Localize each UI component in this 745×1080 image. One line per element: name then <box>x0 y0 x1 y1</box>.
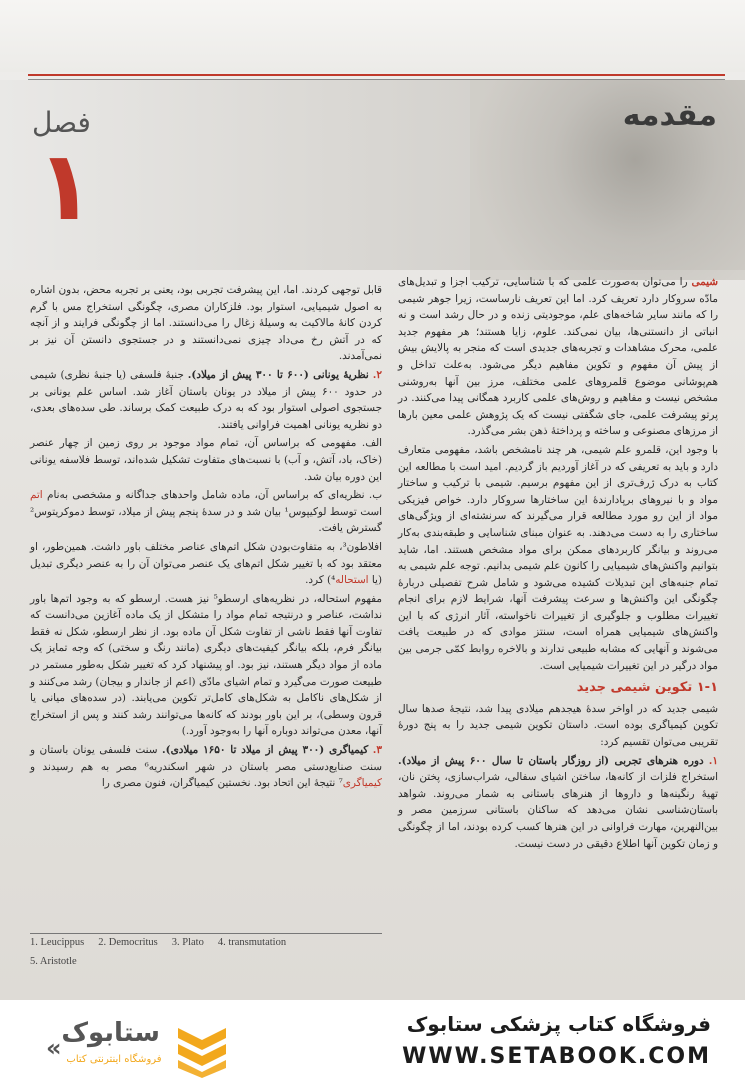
item-1 <box>398 753 718 853</box>
left-column <box>30 282 382 794</box>
footnote-item: 4. transmutation <box>217 937 287 948</box>
plato-part2: ⁴) کرد. <box>305 574 336 587</box>
store-url-link[interactable]: WWW.SETABOOK.COM <box>402 1044 711 1069</box>
footnote-item: 2. Democritus <box>98 937 158 948</box>
item-2-be <box>30 487 382 537</box>
item-3 <box>30 742 382 792</box>
item-3-accent-term: کیمیاگری <box>342 777 382 790</box>
logo-text: ستابوک <box>61 1018 160 1048</box>
logo-subtitle: فروشگاه اینترنتی کتاب <box>66 1054 162 1065</box>
item-2 <box>30 367 382 433</box>
footnote-row-2 <box>30 956 382 967</box>
store-logo[interactable] <box>26 1010 216 1070</box>
item-3-part2: ⁷ نتیجهٔ این اتحاد بود. نخستین کیمیاگران، فنون مصری را <box>101 777 343 790</box>
item-1-body: استخراج فلزات از کانه‌ها، ساختن اشیای سفالی، شراب‌سازی، پختن نان، تهیهٔ رنگینه‌ها و داروها از هنرهای باستانی به شمار می‌روند. شواهد باستان‌شناسی نشان می‌دهد که ساکنان باستانی سرزمین مصر و بین‌النهرین، مهارت فراوانی در این هنرها کسب کرده بودند، اما از چگونگی و زمان تکوین آنها اطلاع دقیقی در دست نیست. <box>398 771 718 850</box>
item-2-alef: الف. مفهومی که براساس آن، تمام مواد موجود بر روی زمین از چهار عنصر (خاک، باد، آتش، و آب) با نسبت‌های متفاوت تشکیل شده‌اند، توسط فلاسفه یونانی این دوره بیان شد. <box>30 437 382 483</box>
be-part1: ب. نظریه‌ای که براساس آن، ماده شامل واحدهای جداگانه و مشخصی به‌نام <box>42 489 382 502</box>
footnotes <box>30 933 382 975</box>
store-banner <box>0 1000 745 1080</box>
header-red-rule <box>28 74 725 76</box>
paragraph-2: با وجود این، قلمرو علم شیمی، هر چند نامشخص باشد، مفهومی متعارف دارد و باید به تعریفی که در آغاز آوردیم باز گردیم. امید است با مطالعه این کتاب به درک ژرف‌تری از این مفهوم برسیم. شیمی با ترکیب و ساختار مواد و با نیروهای برپادارندهٔ این ساختارها سروکار دارد. خواص فیزیکی مواد از این رو مورد مطالعه قرار می‌گیرند که سرنشته‌ای از ویژگی‌های ساختاری را به دست می‌دهند. به عنوان مبنای شناسایی و طبقه‌بندی به‌کار می‌روند و بیانگر کاربردهای ممکن برای مواد مشخص هستند. اما، شاید بتوانیم واکنش‌های شیمیایی را کانون علم شیمی بدانیم. توجه علم شیمی به تمام جنبه‌های این تبدیلات کشیده می‌شود و شامل شرح تفصیلی دربارهٔ چگونگی این واکنش‌ها و سرعت پیشرفت آنها، شرایط لازم برای انجام تغییرات مطلوب و جلوگیری از تغییرات ناخواسته، آثار انرژی که با این واکنش‌های شیمیایی همراه است، سنتز موادی که در طبیعت یافت می‌شوند و آنهایی که مشابه طبیعی ندارند و بالاخره روابط کمّی جرمی بین مواد درگیر در این تغییرات شیمیایی است. <box>398 443 718 672</box>
intro-accent-term: شیمی <box>691 276 718 288</box>
footnote-item: 1. Leucippus <box>30 937 85 948</box>
item-1-heading: دوره هنرهای تجربی (از روزگار باستان تا سال ۶۰۰ پیش از میلاد). <box>398 754 704 767</box>
item-3-part1: سنت فلسفی یونان باستان و سنت صنایع‌دستی مصر باستان در شهر اسکندریه⁶ مصر به هم رسیدند و <box>30 744 382 773</box>
footnote-item: 3. Plato <box>171 937 204 948</box>
chapter-title: مقدمه <box>622 98 717 133</box>
item-2-body: جنبهٔ فلسفی (یا جنبهٔ نظری) شیمی در حدود ۶۰۰ پیش از میلاد در یونان باستان آغاز شد. اساس علم یونانی بر جستجوی اصولی استوار بود که به درک طبیعت کمک برساند. طی سده‌های بعدی، دو نظریه یونانی اهمیت فراوانی یافتند. <box>30 368 382 431</box>
chevron-stack-icon <box>172 1020 232 1080</box>
section-number: ۱-۱ <box>696 680 718 696</box>
chapter-number: ۱ <box>36 130 95 242</box>
right-column <box>398 274 718 854</box>
footnote-item: 5. Aristotle <box>30 956 77 967</box>
item-1-number: ۱. <box>708 754 718 767</box>
footnote-row-1 <box>30 937 382 948</box>
intro-body: را می‌توان به‌صورت علمی که با شناسایی، ترکیب اجزا و تبدیل‌های مادّه سروکار دارد تعریف کرد. اما این تعریف نارساست، زیرا جوهر شیمی را که مانند سایر شاخه‌های علم، موجودیتی زنده و در حال رشد است و نه انباتی از دانستنی‌ها، بیان نمی‌کند. علوم، زایا هستند؛ هر مفهوم جدید علمی، محرک مشاهدات و تجربه‌های جدیدی است که منجر به پالایش بیش از پیش آن مفهوم و تکوین مفاهیم دیگر می‌شود. به‌علت تداخل و هم‌پوشانی موضوع قلمروهای علمی مختلف، مرز بین آنها به‌روشنی مشخص نیست و مفاهیم و روش‌های علمی کاربرد همگانی پیدا می‌کنند. در پرتو پیشرفت علمی، جای شگفتی نیست که یک پژوهش علمی معین بارها از مرزهای مصنوعی و ساخته و پرداختهٔ ذهن بشر می‌گذرد. <box>398 276 718 438</box>
aristotle-paragraph: مفهوم استحاله، در نظریه‌های ارسطو⁵ نیز هست. ارسطو که به وجود اتم‌ها باور نداشت، عناصر و درنتیجه تمام مواد را متشکل از یک ماده آغازین می‌دانست که تفاوت آنها فقط ناشی از تفاوت شکل آن ماده بود. از نظر ارسطو، شکل نه فقط بیانگر فرم، بلکه بیانگر کیفیت‌های دیگری (مانند رنگ و سختی) که وجه تمایز یک ماده از مواد دیگر هستند، نیز بود. او پیشنهاد کرد که تغییر شکل به‌طور مستمر در طبیعت صورت می‌گیرد و تمام اشیای مادّی (اعم از جاندار و بیجان) رشد می‌کنند و از شکل‌های ناکامل به شکل‌های کامل‌تر تکوین می‌یابند. (در سده‌های میانی یا قرون وسطی)، بر این باور بودند که کانه‌ها می‌توانند رشد کنند و پس از استخراج آنها، معدن می‌تواند دوباره آنها را به‌وجود آورد.) <box>30 592 382 738</box>
be-part2: است توسط لوکیپوس¹ بیان شد و در سدهٔ پنجم پیش از میلاد، توسط دموکریتوس² گسترش یافت. <box>30 505 382 535</box>
intro-paragraph <box>398 274 718 440</box>
arrows-icon: « <box>46 1034 62 1062</box>
item-3-number: ۳. <box>372 744 382 757</box>
section-heading <box>398 680 718 697</box>
page-top-margin <box>0 0 745 72</box>
item-2-heading: نظریهٔ یونانی (۶۰۰ تا ۳۰۰ پیش از میلاد). <box>187 368 369 381</box>
item-3-heading: کیمیاگری (۳۰۰ پیش از میلاد تا ۱۶۵۰ میلادی). <box>162 744 369 757</box>
item-2-number: ۲. <box>372 368 383 381</box>
section-title: تکوین شیمی جدید <box>576 680 693 696</box>
be-atom-term: اتم <box>30 489 43 502</box>
plato-accent-term: استحاله <box>335 574 369 587</box>
store-title: فروشگاه کتاب پزشکی ستابوک <box>406 1012 711 1036</box>
plato-paragraph <box>30 539 382 589</box>
section-body: شیمی جدید که در اواخر سدهٔ هیجدهم میلادی پیدا شد، نتیجهٔ صدها سال تکوین کیمیاگری بوده است. داستان تکوین شیمی جدید را به پنج دورهٔ تقریبی می‌توان تقسیم کرد: <box>398 702 718 749</box>
chapter-label: فصل <box>32 106 91 139</box>
left-top-paragraph: قابل توجهی کردند. اما، این پیشرفت تجربی بود، یعنی بر تجربه محض، بدون اشاره به اصول شیمیایی، استوار بود. فلزکاران مصری، چگونگی استخراج مس با گرم کردن کانهٔ مالاکیت به وسیلهٔ زغال را می‌دانستند. اما از چگونگی فرایند و از آنچه که در آتش رخ می‌داد چیزی نمی‌دانستند و در جستجوی دانستن آن نیز بر نمی‌آمدند. <box>30 284 382 363</box>
plato-part1: افلاطون³، به متفاوت‌بودن شکل اتم‌های عناصر مختلف باور داشت. همین‌طور، او معتقد بود که با تغییر شکل اتم‌های یک عنصر می‌توان آن را به عنصر دیگری تبدیل (یا <box>30 540 382 587</box>
